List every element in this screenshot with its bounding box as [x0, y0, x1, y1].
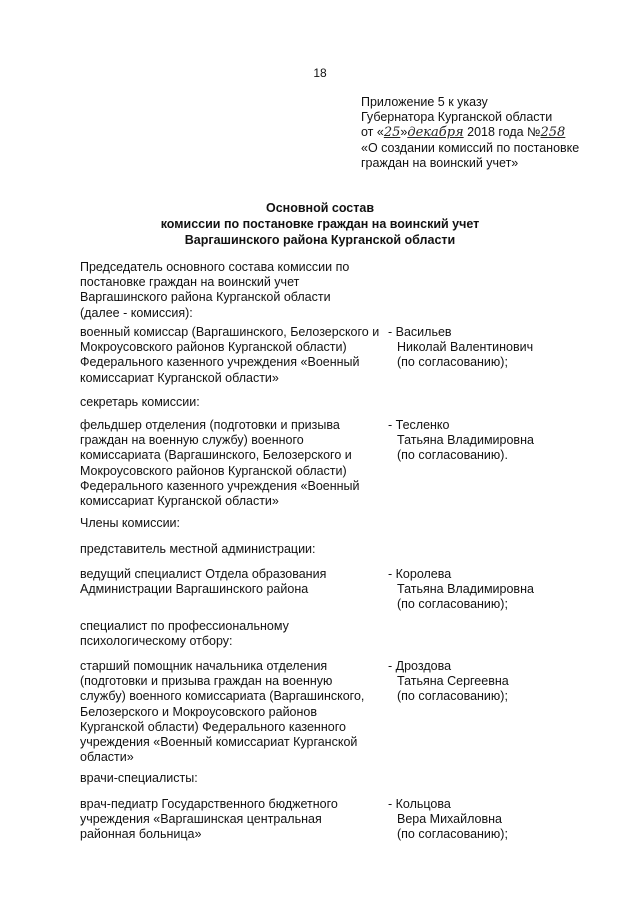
member1-name-block — [388, 567, 633, 613]
member2-fullname: Татьяна Сергеевна — [397, 674, 509, 689]
date-mid: » — [400, 125, 408, 140]
chairman-label: Председатель основного состава комиссии по постановке граждан на воинский учет Варгашинского района Курганской области (далее - комиссия): — [80, 260, 350, 320]
secretary-position: фельдшер отделения (подготовки и призыва граждан на военную службу) военного комиссариата (Варгашинского, Белозерского и Мокроусовского районов Курганской области) Федерального казенного учреждения «Военный комиссариат Курганской области» — [80, 418, 360, 509]
doctors-label: врачи-специалисты: — [80, 771, 198, 785]
page-number: 18 — [313, 66, 327, 80]
date-month: декабря — [407, 125, 464, 141]
date-year: 2018 года № — [467, 125, 541, 140]
psych-label: специалист по профессиональному психологическому отбору: — [80, 619, 289, 649]
member3-note: (по согласованию); — [397, 827, 508, 842]
decree-number: 258 — [540, 125, 566, 141]
title-line-3: Варгашинского района Курганской области — [184, 233, 456, 247]
chairman-note: (по согласованию); — [397, 355, 508, 370]
chairman-surname: - Васильев — [388, 325, 452, 339]
member2-surname: - Дроздова — [388, 659, 452, 673]
appendix-line-2: Губернатора Курганской области — [361, 110, 553, 125]
title-line-2: комиссии по постановке граждан на воинский учет — [160, 217, 480, 231]
member3-name-block — [388, 797, 633, 843]
appendix-line-5: граждан на воинский учет» — [361, 155, 519, 170]
title-line-1: Основной состав — [265, 201, 375, 215]
secretary-surname: - Тесленко — [388, 418, 450, 432]
member3-fullname: Вера Михайловна — [397, 812, 502, 827]
chairman-position: военный комиссар (Варгашинского, Белозерского и Мокроусовского районов Курганской области) Федерального казенного учреждения «Военный комиссариат Курганской области» — [80, 325, 380, 385]
member3-surname: - Кольцова — [388, 797, 451, 811]
appendix-line-1: Приложение 5 к указу — [361, 95, 488, 109]
chairman-name-block — [388, 325, 633, 371]
secretary-name-block — [388, 418, 633, 464]
member2-name-block — [388, 659, 633, 705]
member1-position: ведущий специалист Отдела образования Администрации Варгашинского района — [80, 567, 327, 597]
member1-surname: - Королева — [388, 567, 452, 581]
appendix-header — [361, 95, 621, 171]
date-day: 25 — [383, 125, 401, 141]
secretary-note: (по согласованию). — [397, 448, 508, 463]
secretary-label: секретарь комиссии: — [80, 395, 200, 409]
secretary-fullname: Татьяна Владимировна — [397, 433, 534, 448]
members-label: Члены комиссии: — [80, 516, 181, 530]
member2-position: старший помощник начальника отделения (подготовки и призыва граждан на военную службу) военного комиссариата (Варгашинского, Белозерского и Мокроусовского районов Курганской области) Федерального казенного учреждения «Военный комиссариат Курганской области» — [80, 659, 365, 765]
appendix-line-3 — [361, 125, 621, 140]
document-title — [0, 200, 640, 248]
member3-position: врач-педиатр Государственного бюджетного учреждения «Варгашинская центральная районная больница» — [80, 797, 338, 842]
chairman-fullname: Николай Валентинович — [397, 340, 534, 355]
member2-note: (по согласованию); — [397, 689, 508, 704]
date-prefix: от « — [361, 125, 384, 140]
member1-note: (по согласованию); — [397, 597, 508, 612]
member1-fullname: Татьяна Владимировна — [397, 582, 534, 597]
local-admin-label: представитель местной администрации: — [80, 542, 316, 556]
appendix-line-4: «О создании комиссий по постановке — [361, 140, 580, 155]
